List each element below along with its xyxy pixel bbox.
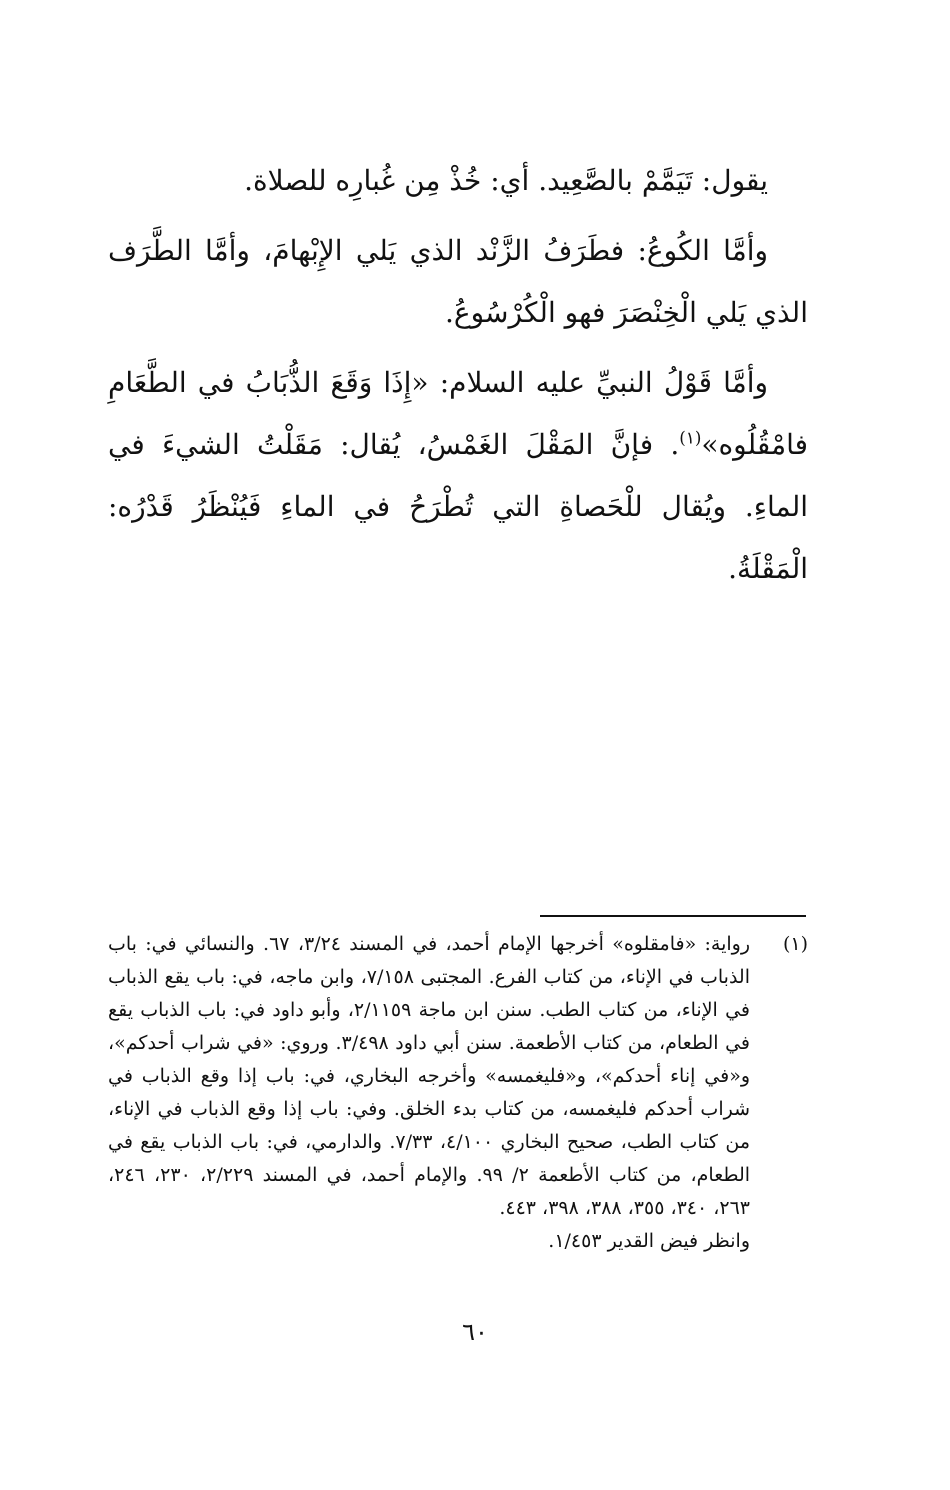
main-text xyxy=(108,150,808,600)
page-number: ٦٠ xyxy=(462,1318,488,1346)
paragraph-hadith: وأمَّا قَوْلُ النبيِّ عليه السلام: «إِذَا وَقَعَ الذُّبَابُ في الطَّعَامِ فامْقُلُوه»$^{(١)}$. فإنَّ المَقْلَ الغَمْسُ، يُقال: مَقَلْتُ الشيءَ في الماءِ. ويُقال للْحَصاةِ التي تُطْرَحُ في الماءِ فَيُنْظَرُ قَدْرُه: الْمَقْلَةُ. xyxy=(108,366,808,585)
footnote-1 xyxy=(108,928,808,1258)
paragraph-kuu: وأمَّا الكُوعُ: فطَرَفُ الزَّنْد الذي يَلي الإِبْهامَ، وأمَّا الطَّرَف الذي يَلي الْخِنْصَرَ فهو الْكُرْسُوعُ. xyxy=(108,234,808,329)
footnote-text: رواية: «فامقلوه» أخرجها الإمام أحمد، في المسند ٣/٢٤، ٦٧. والنسائي في: باب الذباب في الإناء، من كتاب الفرع. المجتبى ٧/١٥٨، وابن ماجه، في: باب يقع الذباب في الإناء، من كتاب الطب. سنن ابن ماجة ٢/١١٥٩، وأبو داود في: باب الذباب يقع في الطعام، من كتاب الأطعمة. سنن أبي داود ٣/٤٩٨. وروي: «في شراب أحدكم»، و«في إناء أحدكم»، و«فليغمسه» وأخرجه البخاري، في: باب إذا وقع الذباب في شراب أحدكم فليغمسه، من كتاب بدء الخلق. وفي: باب إذا وقع الذباب في الإناء، من كتاب الطب، صحيح البخاري ٤/١٠٠، ٧/٣٣. والدارمي، في: باب الذباب يقع في الطعام، من كتاب الأطعمة ٢/ ٩٩. والإمام أحمد، في المسند ٢/٢٢٩، ٢٣٠، ٢٤٦، ٢٦٣، ٣٤٠، ٣٥٥، ٣٨٨، ٣٩٨، ٤٤٣. xyxy=(108,933,751,1219)
footnote-extra: وانظر فيض القدير ١/٤٥٣. xyxy=(548,1230,750,1252)
footnotes xyxy=(108,928,808,1258)
footnote-marker[interactable]: (١) xyxy=(679,427,702,448)
hadith-explanation: فإنَّ المَقْلَ الغَمْسُ، يُقال: مَقَلْتُ الشيءَ في الماءِ. ويُقال للْحَصاةِ التي تُطْرَحُ في الماءِ فَيُنْظَرُ قَدْرُه: الْمَقْلَةُ. xyxy=(108,428,808,585)
footnote-body xyxy=(108,928,750,1258)
hadith-text: وأمَّا قَوْلُ النبيِّ عليه السلام: «إِذَا وَقَعَ الذُّبَابُ في الطَّعَامِ فامْقُلُوه» xyxy=(108,366,808,461)
paragraph-tayammum: يقول: تَيَمَّمْ بالصَّعِيد. أي: خُذْ مِن غُبارِه للصلاة. xyxy=(244,164,768,197)
footnote-number: (١) xyxy=(782,933,808,955)
footnote-divider xyxy=(540,915,806,917)
